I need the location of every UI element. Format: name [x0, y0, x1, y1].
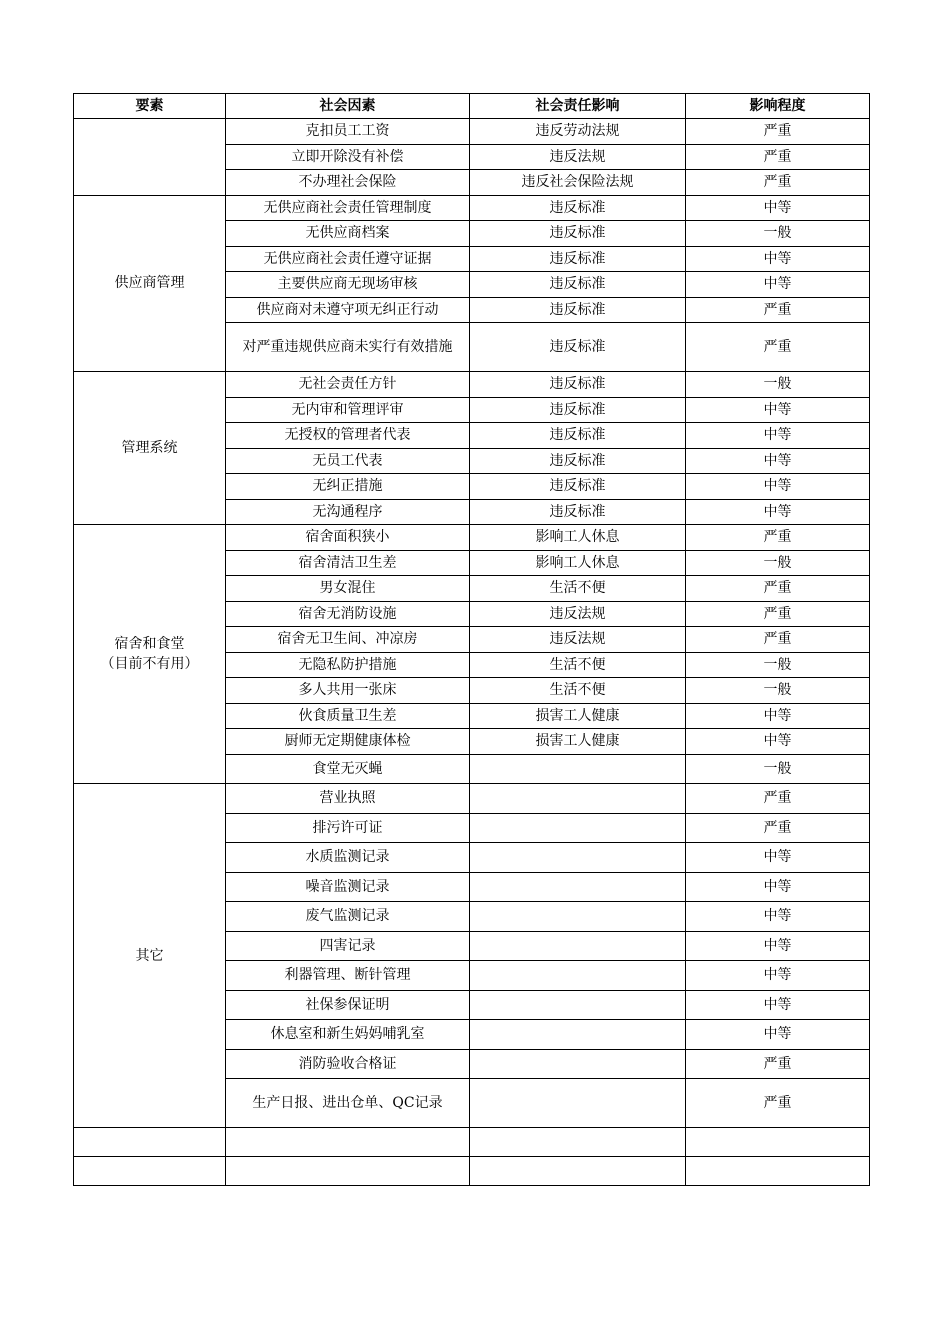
table-row: [74, 372, 870, 398]
impact-cell: [470, 784, 686, 814]
factor-cell: 休息室和新生妈妈哺乳室: [226, 1020, 470, 1050]
factor-cell: 消防验收合格证: [226, 1049, 470, 1079]
factor-cell: 四害记录: [226, 931, 470, 961]
empty-cell: [74, 1157, 226, 1186]
factor-cell: 克扣员工工资: [226, 119, 470, 145]
level-cell: 严重: [686, 576, 870, 602]
level-cell: 严重: [686, 627, 870, 653]
level-cell: 中等: [686, 931, 870, 961]
factor-cell: 水质监测记录: [226, 843, 470, 873]
impact-cell: 违反标准: [470, 246, 686, 272]
level-cell: 严重: [686, 813, 870, 843]
level-cell: 严重: [686, 1079, 870, 1128]
impact-cell: 损害工人健康: [470, 729, 686, 755]
impact-cell: [470, 961, 686, 991]
element-cell: 管理系统: [74, 372, 226, 525]
element-cell: 其它: [74, 784, 226, 1128]
factor-cell: 无供应商社会责任遵守证据: [226, 246, 470, 272]
level-cell: 中等: [686, 872, 870, 902]
level-cell: 中等: [686, 1020, 870, 1050]
level-cell: 严重: [686, 601, 870, 627]
level-cell: 严重: [686, 1049, 870, 1079]
impact-cell: [470, 754, 686, 784]
factor-cell: 宿舍无卫生间、冲凉房: [226, 627, 470, 653]
level-cell: 一般: [686, 221, 870, 247]
factor-cell: 营业执照: [226, 784, 470, 814]
level-cell: 中等: [686, 902, 870, 932]
empty-cell: [470, 1157, 686, 1186]
impact-cell: 违反标准: [470, 372, 686, 398]
impact-cell: 影响工人休息: [470, 550, 686, 576]
factor-cell: 对严重违规供应商未实行有效措施: [226, 323, 470, 372]
factor-cell: 无内审和管理评审: [226, 397, 470, 423]
level-cell: 中等: [686, 272, 870, 298]
empty-cell: [686, 1128, 870, 1157]
impact-cell: [470, 872, 686, 902]
factor-cell: 无纠正措施: [226, 474, 470, 500]
level-cell: 一般: [686, 372, 870, 398]
factor-cell: 伙食质量卫生差: [226, 703, 470, 729]
element-cell: 宿舍和食堂 （目前不有用）: [74, 525, 226, 784]
empty-cell: [74, 1128, 226, 1157]
level-cell: 中等: [686, 729, 870, 755]
empty-row: [74, 1128, 870, 1157]
impact-cell: [470, 1049, 686, 1079]
impact-cell: 违反社会保险法规: [470, 170, 686, 196]
level-cell: 中等: [686, 961, 870, 991]
level-cell: 中等: [686, 246, 870, 272]
level-cell: 中等: [686, 397, 870, 423]
impact-cell: 违反法规: [470, 601, 686, 627]
factor-cell: 食堂无灭蝇: [226, 754, 470, 784]
factor-cell: 无社会责任方针: [226, 372, 470, 398]
level-cell: 中等: [686, 474, 870, 500]
risk-assessment-table: [73, 93, 870, 1186]
factor-cell: 无员工代表: [226, 448, 470, 474]
impact-cell: [470, 990, 686, 1020]
impact-cell: [470, 1079, 686, 1128]
level-cell: 一般: [686, 652, 870, 678]
empty-cell: [470, 1128, 686, 1157]
factor-cell: 宿舍清洁卫生差: [226, 550, 470, 576]
empty-row: [74, 1157, 870, 1186]
impact-cell: [470, 931, 686, 961]
impact-cell: [470, 902, 686, 932]
level-cell: 中等: [686, 448, 870, 474]
table-row: [74, 784, 870, 814]
impact-cell: 生活不便: [470, 576, 686, 602]
impact-cell: [470, 813, 686, 843]
level-cell: 严重: [686, 784, 870, 814]
impact-cell: 影响工人休息: [470, 525, 686, 551]
factor-cell: 主要供应商无现场审核: [226, 272, 470, 298]
level-cell: 一般: [686, 678, 870, 704]
impact-cell: 违反标准: [470, 195, 686, 221]
header-element: 要素: [74, 94, 226, 119]
empty-cell: [226, 1157, 470, 1186]
factor-cell: 不办理社会保险: [226, 170, 470, 196]
factor-cell: 无沟通程序: [226, 499, 470, 525]
level-cell: 中等: [686, 499, 870, 525]
factor-cell: 宿舍无消防设施: [226, 601, 470, 627]
impact-cell: 违反标准: [470, 499, 686, 525]
impact-cell: 违反标准: [470, 297, 686, 323]
level-cell: 中等: [686, 195, 870, 221]
header-impact-level: 影响程度: [686, 94, 870, 119]
level-cell: 一般: [686, 754, 870, 784]
impact-cell: [470, 843, 686, 873]
level-cell: 严重: [686, 525, 870, 551]
level-cell: 中等: [686, 423, 870, 449]
table-row: [74, 119, 870, 145]
empty-cell: [226, 1128, 470, 1157]
factor-cell: 立即开除没有补偿: [226, 144, 470, 170]
level-cell: 严重: [686, 144, 870, 170]
impact-cell: 违反劳动法规: [470, 119, 686, 145]
factor-cell: 无供应商社会责任管理制度: [226, 195, 470, 221]
empty-cell: [686, 1157, 870, 1186]
factor-cell: 男女混住: [226, 576, 470, 602]
factor-cell: 多人共用一张床: [226, 678, 470, 704]
impact-cell: 违反法规: [470, 627, 686, 653]
table-body: [74, 119, 870, 1186]
header-social-impact: 社会责任影响: [470, 94, 686, 119]
factor-cell: 噪音监测记录: [226, 872, 470, 902]
factor-cell: 无授权的管理者代表: [226, 423, 470, 449]
level-cell: 一般: [686, 550, 870, 576]
impact-cell: [470, 1020, 686, 1050]
impact-cell: 违反标准: [470, 397, 686, 423]
impact-cell: 违反标准: [470, 323, 686, 372]
level-cell: 中等: [686, 990, 870, 1020]
impact-cell: 违反标准: [470, 474, 686, 500]
factor-cell: 社保参保证明: [226, 990, 470, 1020]
impact-cell: 违反标准: [470, 272, 686, 298]
impact-cell: 生活不便: [470, 678, 686, 704]
level-cell: 中等: [686, 703, 870, 729]
level-cell: 严重: [686, 170, 870, 196]
impact-cell: 违反标准: [470, 423, 686, 449]
level-cell: 严重: [686, 119, 870, 145]
level-cell: 严重: [686, 323, 870, 372]
factor-cell: 无供应商档案: [226, 221, 470, 247]
factor-cell: 废气监测记录: [226, 902, 470, 932]
factor-cell: 利器管理、断针管理: [226, 961, 470, 991]
element-cell: 供应商管理: [74, 195, 226, 372]
factor-cell: 宿舍面积狭小: [226, 525, 470, 551]
impact-cell: 违反法规: [470, 144, 686, 170]
level-cell: 中等: [686, 843, 870, 873]
factor-cell: 排污许可证: [226, 813, 470, 843]
factor-cell: 厨师无定期健康体检: [226, 729, 470, 755]
header-social-factor: 社会因素: [226, 94, 470, 119]
factor-cell: 生产日报、进出仓单、QC记录: [226, 1079, 470, 1128]
factor-cell: 供应商对未遵守项无纠正行动: [226, 297, 470, 323]
table-row: [74, 525, 870, 551]
header-row: [74, 94, 870, 119]
table-row: [74, 195, 870, 221]
level-cell: 严重: [686, 297, 870, 323]
element-cell: [74, 119, 226, 196]
impact-cell: 违反标准: [470, 221, 686, 247]
impact-cell: 违反标准: [470, 448, 686, 474]
factor-cell: 无隐私防护措施: [226, 652, 470, 678]
impact-cell: 生活不便: [470, 652, 686, 678]
impact-cell: 损害工人健康: [470, 703, 686, 729]
